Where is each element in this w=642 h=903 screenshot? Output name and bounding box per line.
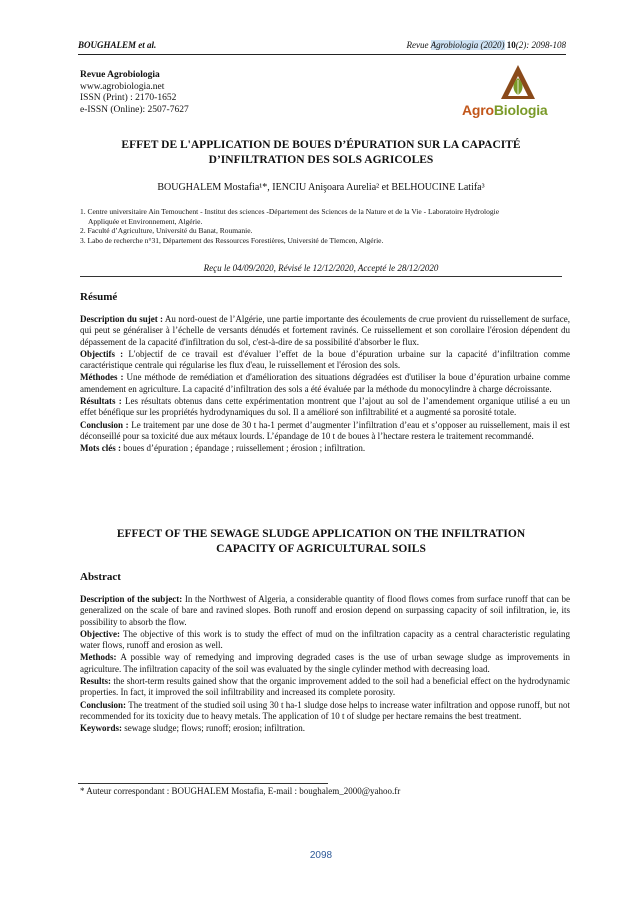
logo-text-biologia: Biologia	[493, 102, 548, 118]
resume-subject	[80, 314, 570, 348]
journal-name: Revue Agrobiologia	[80, 70, 160, 80]
journal-highlight: Agrobiologia (2020)	[430, 40, 505, 50]
journal-prefix: Revue	[406, 40, 431, 50]
authors: BOUGHALEM Mostafia¹*, IENCIU Anişoara Aurelia² et BELHOUCINE Latifa³	[157, 182, 485, 193]
abstract-results-text: the short-term results gained show that the organic improvement added to the soil had a beneficial effect on the hydrodynamic properties. In fact, it improved the soil infiltrability and increased its complete porosity.	[80, 676, 570, 698]
affiliation-2: 2. Faculté d’Agriculture, Université du Banat, Roumanie.	[80, 226, 253, 235]
page-number: 2098	[309, 850, 333, 861]
affiliation-1-cont: Appliquée et Environnement, Algérie.	[88, 216, 203, 226]
dates-rule	[80, 276, 562, 277]
agrobiologia-logo	[462, 64, 574, 120]
resume-keywords	[80, 443, 570, 454]
title-english-line2: CAPACITY OF AGRICULTURAL SOILS	[216, 543, 426, 555]
abstract-body	[80, 594, 570, 736]
affiliations	[80, 207, 568, 245]
resume-methods-text: Une méthode de remédiation et d'amélioration des situations dégradées est d'utiliser la boue d’épuration urbaine comme amendement en agriculture. La capacité d’infiltration des sols a été évaluée par la méthode du monocylindre à charge décroissante.	[80, 372, 570, 394]
journal-issn-print: ISSN (Print) : 2170-1652	[80, 93, 177, 103]
resume-results-text: Les résultats obtenus dans cette expérimentation montrent que l’ajout au sol de l’amendement organique utilisé a eu un effet bénéfique sur les propriétés hydrodynamiques du sol. Il a amélioré son infiltrabilité et a augmenté sa porosité totale.	[80, 396, 570, 418]
resume-keywords-label: Mots clés :	[80, 443, 121, 454]
title-french-line1: EFFET DE L'APPLICATION DE BOUES D’ÉPURATION SUR LA CAPACITÉ	[121, 139, 521, 151]
issue-pages: (2): 2098-108	[515, 40, 566, 50]
title-french-line2: D’INFILTRATION DES SOLS AGRICOLES	[208, 154, 434, 166]
abstract-heading: Abstract	[80, 571, 121, 583]
affiliation-3: 3. Labo de recherche n°31, Département des Ressources Forestières, Université de Tlemcen, Algérie.	[80, 235, 384, 245]
title-english	[80, 527, 562, 557]
resume-body	[80, 314, 570, 456]
title-french	[80, 138, 562, 168]
journal-website: www.agrobiologia.net	[80, 81, 165, 92]
resume-subject-label: Description du sujet :	[80, 314, 164, 324]
abstract-methods-text: A possible way of remedying and improving degraded cases is the use of urban sewage sludge as improvements in agriculture. The infiltration capacity of the soil was evaluated by the single cylinder method with decreasing load.	[80, 652, 570, 674]
resume-subject-text: Au nord-ouest de l’Algérie, une partie importante des écoulements de crue provient du ruissellement de surface, qui peut se généraliser à l’échelle de versants dénudés et fortement ravinés. Ce ruissellement et son corollaire l'érosion dépendent du dépassement de la capacité d'infiltration du sol, c'est-à-dire de sa possibilité d'absorber le flux.	[80, 314, 570, 347]
volume: 10	[506, 40, 516, 50]
resume-conclusion	[80, 420, 570, 443]
abstract-objective-text: The objective of this work is to study the effect of mud on the infiltration capacity as a central characteristic regulating water flows, runoff and erosion as well.	[80, 628, 570, 651]
resume-conclusion-text: Le traitement par une dose de 30 t ha-1 permet d’augmenter l’infiltration d’eau et s’opposer au ruissellement, mais il est déconseillé pour sa toxicité due aux métaux lourds. L’épandage de 10 t de boues à l’hectare restera le traitement recommandé.	[80, 419, 571, 441]
resume-heading: Résumé	[80, 291, 118, 303]
mountain-leaf-icon	[500, 64, 536, 100]
corresponding-author-footnote: * Auteur correspondant : BOUGHALEM Mostafia, E-mail : boughalem_2000@yahoo.fr	[80, 786, 401, 796]
footnote-rule	[78, 783, 328, 784]
abstract-subject-text: In the Northwest of Algeria, a considerable quantity of flood flows comes from surface runoff that can be generalized on the scale of bare and ravined slopes. Both runoff and erosion depend on surpassing capacity of soil infiltration, ie, its possibility to absorb the flow.	[80, 594, 570, 627]
running-author: BOUGHALEM et al.	[78, 40, 157, 50]
abstract-results	[80, 676, 570, 699]
resume-keywords-text: boues d’épuration ; épandage ; ruissellement ; érosion ; infiltration.	[120, 443, 366, 454]
resume-results-label: Résultats :	[80, 396, 122, 407]
journal-info	[80, 70, 189, 116]
header-rule	[78, 54, 566, 55]
abstract-subject	[80, 594, 570, 628]
abstract-conclusion-text: The treatment of the studied soil using 30 t ha-1 sludge dose helps to increase water infiltration and oppose runoff, but not recommended for its toxicity due to heavy metals. The application of 10 t of sludge per hectare remains the best treatment.	[80, 699, 570, 721]
abstract-keywords-text: sewage sludge; flows; runoff; erosion; infiltration.	[122, 723, 306, 734]
abstract-results-label: Results:	[80, 676, 111, 687]
abstract-objective	[80, 629, 570, 652]
abstract-methods-label: Methods:	[80, 652, 117, 663]
resume-results	[80, 396, 570, 419]
resume-objectives-label: Objectifs :	[80, 348, 124, 359]
resume-objectives-text: L'objectif de ce travail est d'évaluer l’effet de la boue d’épuration urbaine sur la capacité d’infiltration comme caractéristique centrale qui régularise les flux d'eau, le ruissellement et l'érosion des sols.	[80, 348, 570, 371]
abstract-conclusion	[80, 700, 570, 723]
abstract-conclusion-label: Conclusion:	[80, 699, 127, 710]
abstract-keywords-label: Keywords:	[80, 723, 122, 734]
title-english-line1: EFFECT OF THE SEWAGE SLUDGE APPLICATION ON THE INFILTRATION	[116, 528, 526, 540]
abstract-methods	[80, 652, 570, 675]
abstract-objective-label: Objective:	[80, 628, 120, 639]
abstract-subject-label: Description of the subject:	[80, 594, 183, 604]
logo-text-agro: Agro	[462, 102, 494, 118]
affiliation-1: 1. Centre universitaire Ain Temouchent - Institut des sciences -Département des Sciences de la Nature et de la Vie - Laboratoire Hydrologie	[80, 207, 500, 216]
submission-dates: Reçu le 04/09/2020, Révisé le 12/12/2020, Accepté le 28/12/2020	[203, 263, 439, 273]
abstract-keywords	[80, 723, 570, 734]
resume-objectives	[80, 349, 570, 372]
journal-citation	[407, 40, 567, 50]
journal-eissn: e-ISSN (Online): 2507-7627	[80, 104, 189, 115]
resume-conclusion-label: Conclusion :	[80, 419, 129, 430]
resume-methods	[80, 372, 570, 395]
running-header	[78, 40, 566, 54]
resume-methods-label: Méthodes :	[80, 372, 124, 383]
